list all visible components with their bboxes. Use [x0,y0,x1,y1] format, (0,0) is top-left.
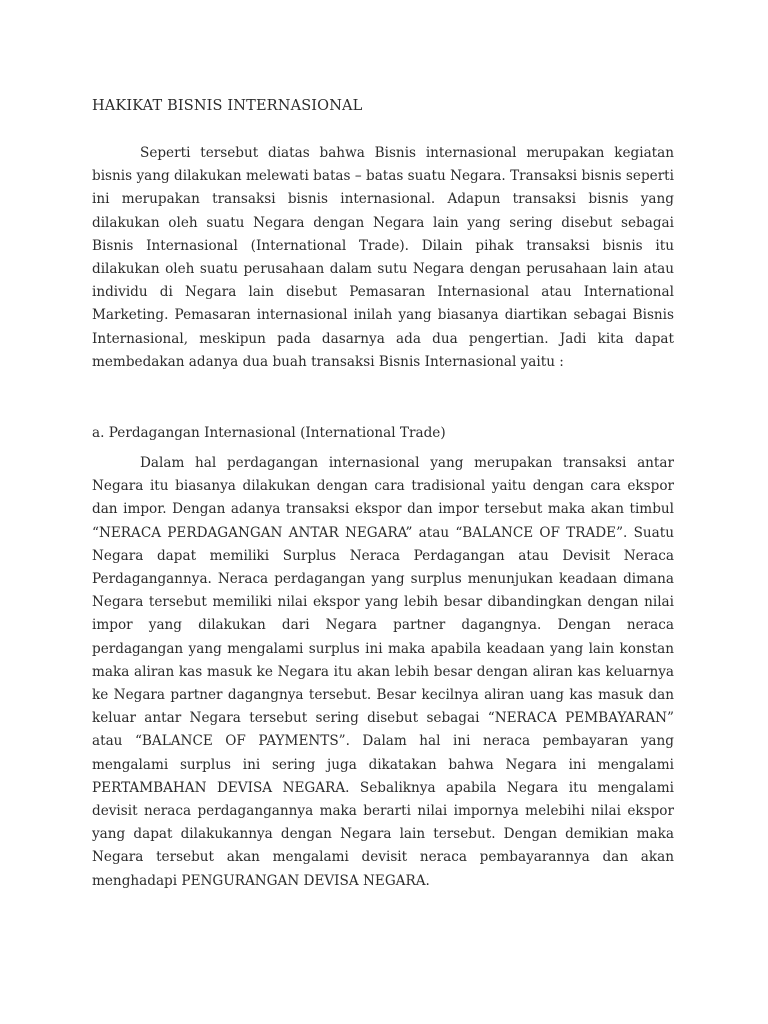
intro-paragraph: Seperti tersebut diatas bahwa Bisnis internasional merupakan kegiatan bisnis yang dilakukan melewati batas – batas suatu Negara. Transaksi bisnis seperti ini merupakan transaksi bisnis internasional. Adapun transaksi bisnis yang dilakukan oleh suatu Negara dengan Negara lain yang sering disebut sebagai Bisnis Internasional (International Trade). Dilain pihak transaksi bisnis itu dilakukan oleh suatu perusahaan dalam sutu Negara dengan perusahaan lain atau individu di Negara lain disebut Pemasaran Internasional atau International Marketing. Pemasaran internasional inilah yang biasanya diartikan sebagai Bisnis Internasional, meskipun pada dasarnya ada dua pengertian. Jadi kita dapat membedakan adanya dua buah transaksi Bisnis Internasional yaitu : [92,145,674,370]
document-body [92,95,674,893]
document-title: HAKIKAT BISNIS INTERNASIONAL [92,98,363,114]
section-a-paragraph: Dalam hal perdagangan internasional yang merupakan transaksi antar Negara itu biasanya dilakukan dengan cara tradisional yaitu dengan cara ekspor dan impor. Dengan adanya transaksi ekspor dan impor tersebut maka akan timbul “NERACA PERDAGANGAN ANTAR NEGARA” atau “BALANCE OF TRADE”. Suatu Negara dapat memiliki Surplus Neraca Perdagangan atau Devisit Neraca Perdagangannya. Neraca perdagangan yang surplus menunjukan keadaan dimana Negara tersebut memiliki nilai ekspor yang lebih besar dibandingkan dengan nilai impor yang dilakukan dari Negara partner dagangnya. Dengan neraca perdagangan yang mengalami surplus ini maka apabila keadaan yang lain konstan maka aliran kas masuk ke Negara itu akan lebih besar dengan aliran kas keluarnya ke Negara partner dagangnya tersebut. Besar kecilnya aliran uang kas masuk dan keluar antar Negara tersebut sering disebut sebagai “NERACA PEMBAYARAN” atau “BALANCE OF PAYMENTS”. Dalam hal ini neraca pembayaran yang mengalami surplus ini sering juga dikatakan bahwa Negara ini mengalami PERTAMBAHAN DEVISA NEGARA. Sebaliknya apabila Negara itu mengalami devisit neraca perdagangannya maka berarti nilai impornya melebihi nilai ekspor yang dapat dilakukannya dengan Negara lain tersebut. Dengan demikian maka Negara tersebut akan mengalami devisit neraca pembayarannya dan akan menghadapi PENGURANGAN DEVISA NEGARA. [92,455,674,889]
section-a-heading: a. Perdagangan Internasional (International Trade) [92,425,446,442]
